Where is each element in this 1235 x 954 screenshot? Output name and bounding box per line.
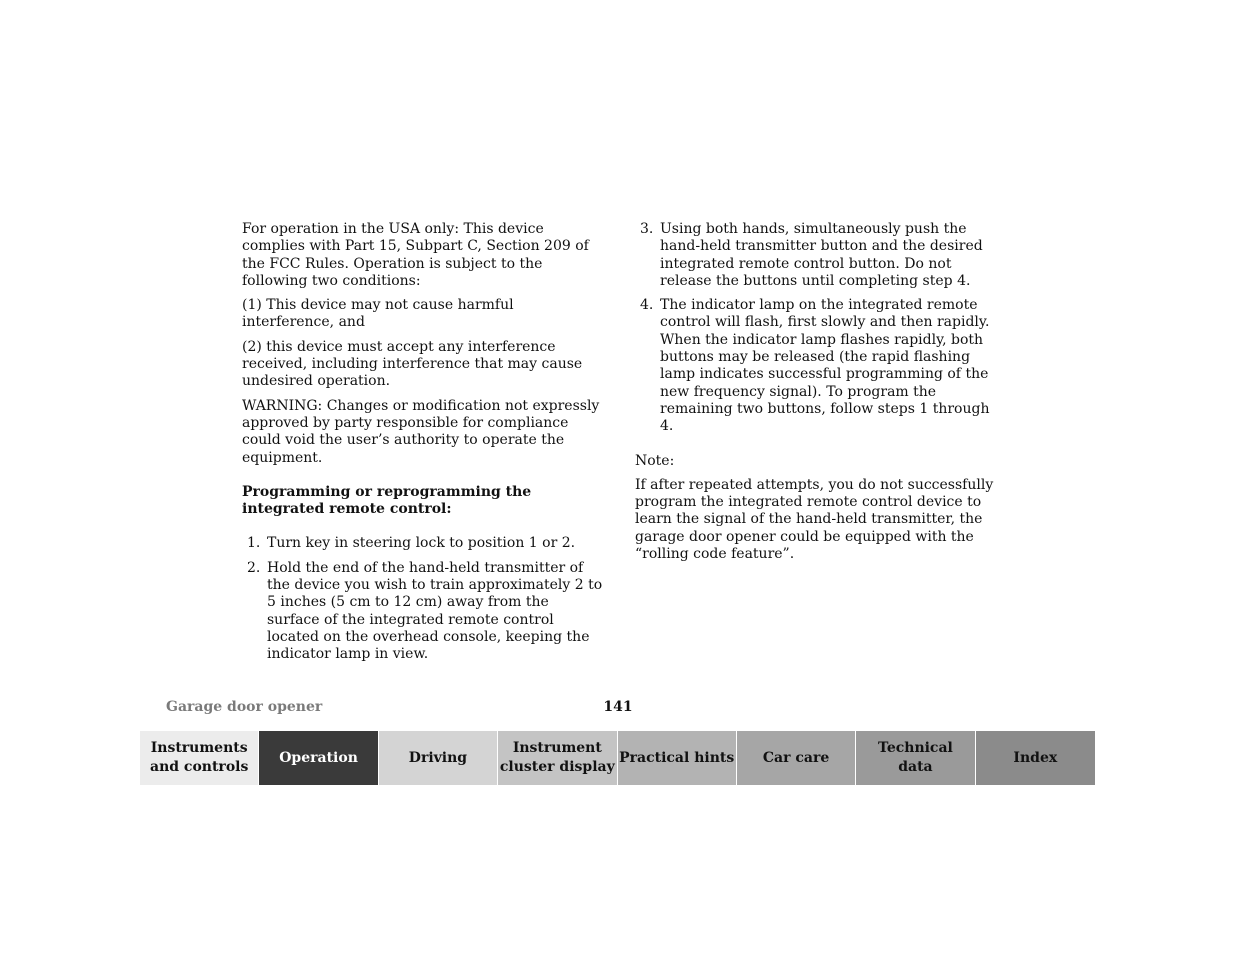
chapter-tab-bar bbox=[140, 731, 1095, 785]
note-label: Note: bbox=[635, 452, 675, 469]
step-number: 2. bbox=[247, 559, 261, 576]
step-number: 4. bbox=[640, 297, 654, 314]
step-text: Using both hands, simultaneously push the hand-held transmitter button and the desired integrated remote control button. Do not release the buttons until completing step 4. bbox=[660, 221, 983, 289]
warning-text: WARNING: Changes or modification not expressly approved by party responsible for compliance could void the user’s authority to operate the equipment. bbox=[242, 397, 600, 466]
step-text: Turn key in steering lock to position 1 or 2. bbox=[267, 535, 576, 552]
programming-heading: Programming or reprogramming the integrated remote control: bbox=[242, 483, 532, 518]
fcc-condition-1: (1) This device may not cause harmful interference, and bbox=[242, 297, 514, 331]
tab-driving[interactable]: Driving bbox=[379, 731, 498, 785]
tab-index[interactable]: Index bbox=[976, 731, 1095, 785]
tab-operation[interactable]: Operation bbox=[259, 731, 378, 785]
step-number: 3. bbox=[640, 221, 654, 237]
left-column bbox=[242, 221, 604, 671]
step-item-4 bbox=[635, 297, 997, 435]
tab-instruments-and-controls[interactable]: Instruments and controls bbox=[140, 731, 259, 785]
step-item-3 bbox=[635, 221, 997, 290]
step-text: Hold the end of the hand-held transmitter of the device you wish to train approximately 2 to 5 inches (5 cm to 12 cm) away from the surface of the integrated remote control located on the overhead console, keeping the indicator lamp in view. bbox=[267, 559, 603, 663]
footer-section-title: Garage door opener bbox=[166, 699, 323, 715]
note-text: If after repeated attempts, you do not successfully program the integrated remote control device to learn the signal of the hand-held transmitter, the garage door opener could be equipped with the “rolling code feature”. bbox=[635, 476, 994, 563]
right-column bbox=[635, 221, 997, 563]
step-item-1 bbox=[242, 535, 604, 552]
fcc-intro-text: For operation in the USA only: This device complies with Part 15, Subpart C, Section 209 of the FCC Rules. Operation is subject to the following two conditions: bbox=[242, 221, 589, 289]
page-number: 141 bbox=[603, 699, 633, 715]
step-item-2 bbox=[242, 560, 604, 664]
fcc-condition-2: (2) this device must accept any interference received, including interference that may cause undesired operation. bbox=[242, 338, 583, 390]
tab-practical-hints[interactable]: Practical hints bbox=[618, 731, 737, 785]
tab-instrument-cluster-display[interactable]: Instrument cluster display bbox=[498, 731, 617, 785]
tab-car-care[interactable]: Car care bbox=[737, 731, 856, 785]
step-text: The indicator lamp on the integrated remote control will flash, first slowly and then rapidly. When the indicator lamp flashes rapidly, both buttons may be released (the rapid flashing lamp indicates successful programming of the new frequency signal). To program the remaining two buttons, follow steps 1 through 4. bbox=[660, 297, 990, 435]
tab-technical-data[interactable]: Technical data bbox=[856, 731, 975, 785]
step-number: 1. bbox=[247, 535, 261, 552]
